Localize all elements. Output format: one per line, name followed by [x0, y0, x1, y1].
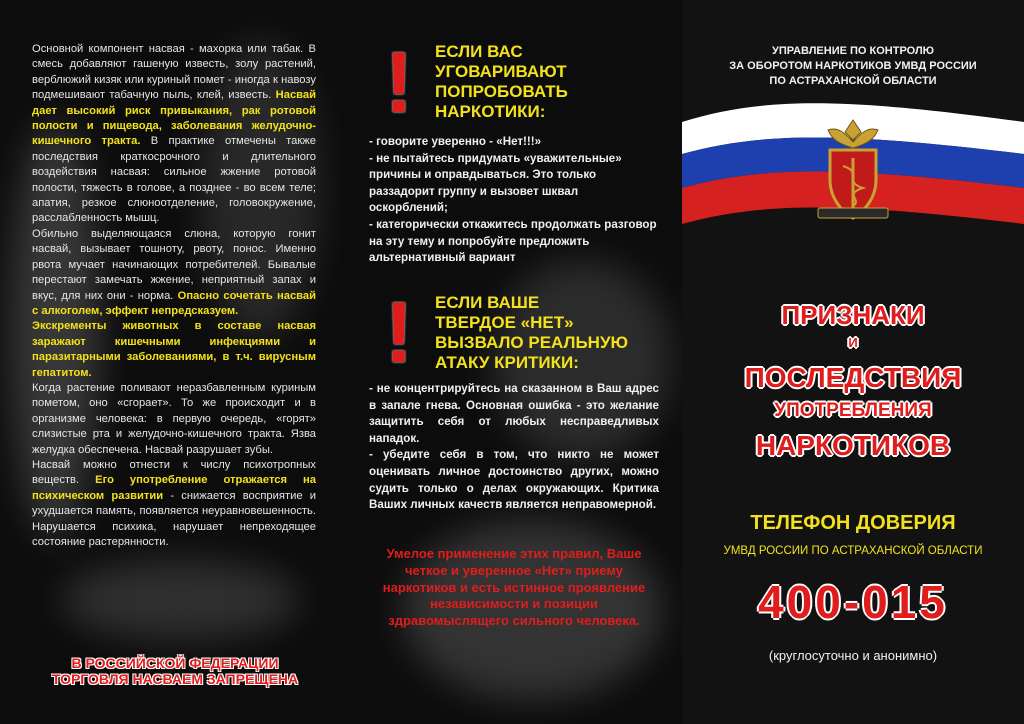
title-line-5: НАРКОТИКОВ: [755, 430, 951, 461]
hotline-org: УМВД РОССИИ ПО АСТРАХАНСКОЙ ОБЛАСТИ: [723, 545, 983, 557]
body-text: Когда растение поливают неразбавленным куриным пометом, оно «сгорает». То же происходит и в организме человека: в первую очередь, «горят» слизистые рта и желудочно-кишечного тракта. Язва желудка обеспечена. Насвай разрушает зубы.: [32, 381, 316, 456]
block1-list: [369, 134, 659, 267]
list-item: - убедите себя в том, что никто не может оценивать личное достоинство других, можно судить только о делах окружающих. Критика Ваших личных качеств является неправомерной.: [369, 448, 659, 512]
list-item: - не концентрируйтесь на сказанном в Ваш адрес в запале гнева. Основная ошибка - это желание защитить себя от любых несправедливых нападок.: [369, 382, 659, 445]
article-paragraph: [32, 458, 316, 550]
block1-heading: ЕСЛИ ВАС УГОВАРИВАЮТ ПОПРОБОВАТЬ НАРКОТИКИ:: [435, 42, 568, 121]
exclamation-icon: !: [384, 35, 414, 131]
block2-heading: ЕСЛИ ВАШЕ ТВЕРДОЕ «НЕТ» ВЫЗВАЛО РЕАЛЬНУЮ АТАКУ КРИТИКИ:: [435, 293, 629, 372]
highlight-text: Насвай дает высокий риск привыкания, рак ротовой полости и пищевода, заболевания желудочно-кишечного тракта.: [32, 89, 316, 148]
phone-number: 400-015: [758, 576, 948, 628]
article-paragraph: [32, 319, 316, 381]
police-emblem-icon: [808, 116, 898, 226]
smoke-decoration: [60, 560, 300, 640]
middle-panel: [342, 0, 682, 724]
article-paragraph: [32, 227, 316, 319]
title-line-3: ПОСЛЕДСТВИЯ: [744, 362, 962, 393]
article-paragraph: [32, 42, 316, 227]
ban-line-1: В РОССИЙСКОЙ ФЕДЕРАЦИИ: [71, 655, 279, 671]
body-text: В практике отмечены также последствия краткосрочного и длительного воздействия насвая: сильное жжение ротовой полости, тяжесть в голове, а позднее - во всем теле; апатия, резкое слюноотделение, головокружение, расслабленность мышц.: [32, 135, 317, 225]
highlight-text: Экскременты животных в составе насвая заражают кишечными инфекциями и паразитарными заболеваниями, в т.ч. вирусным гепатитом.: [32, 320, 316, 379]
department-name: УПРАВЛЕНИЕ ПО КОНТРОЛЮ ЗА ОБОРОТОМ НАРКОТИКОВ УМВД РОССИИ ПО АСТРАХАНСКОЙ ОБЛАСТИ: [729, 45, 977, 87]
body-text: Обильно выделяющаяся слюна, которую гонит насвай, вызывает тошноту, рвоту, понос. Именно рвота мучает начинающих потребителей. Бывалые перестают замечать жжение, неприятный запах и вкус, для них они - норма.: [32, 227, 316, 302]
list-item: - категорически откажитесь продолжать разговор на эту тему и попробуйте предложить альтернативный вариант: [369, 217, 657, 265]
exclamation-icon: !: [384, 285, 414, 381]
title-line-2: И: [848, 335, 858, 350]
ban-notice: [30, 655, 320, 687]
list-item: - говорите уверенно - «Нет!!!»: [369, 135, 542, 148]
highlight-text: Опасно сочетать насвай с алкоголем, эффект непредсказуем.: [32, 289, 316, 317]
body-text: Насвай можно отнести к числу психотропных веществ.: [32, 458, 316, 487]
body-text: - снижается восприятие и ухудшается память, появляется неуравновешенность. Нарушается психика, нарушает непреходящее состояние растерянности.: [32, 489, 317, 548]
conclusion-text: Умелое применение этих правил, Ваше четкое и уверенное «Нет» приему наркотиков и есть истинное проявление независимости и позиции здравомыслящего сильного человека.: [382, 546, 646, 629]
list-item: - не пытайтесь придумать «уважительные» причины и оправдываться. Это только раззадорит группу и вызовет шквал оскорблений;: [369, 151, 622, 215]
right-panel: [682, 0, 1024, 724]
block2-list: [369, 381, 659, 514]
naswar-article: [32, 42, 316, 550]
left-panel: [0, 0, 342, 724]
article-paragraph: [32, 381, 316, 458]
ban-line-2: ТОРГОВЛЯ НАСВАЕМ ЗАПРЕЩЕНА: [51, 671, 299, 687]
body-text: Основной компонент насвая - махорка или табак. В смесь добавляют гашеную известь, золу растений, верблюжий кизяк или куриный помет - иногда к навозу подмешивают табачную пыль, клей, известь.: [32, 43, 316, 102]
title-line-1: ПРИЗНАКИ: [781, 300, 925, 330]
highlight-text: Его употребление отражается на психическом развитии: [32, 474, 316, 502]
title-line-4: УПОТРЕБЛЕНИЯ: [774, 400, 932, 421]
hotline-title: ТЕЛЕФОН ДОВЕРИЯ: [750, 512, 956, 534]
phone-note: (круглосуточно и анонимно): [768, 648, 938, 663]
